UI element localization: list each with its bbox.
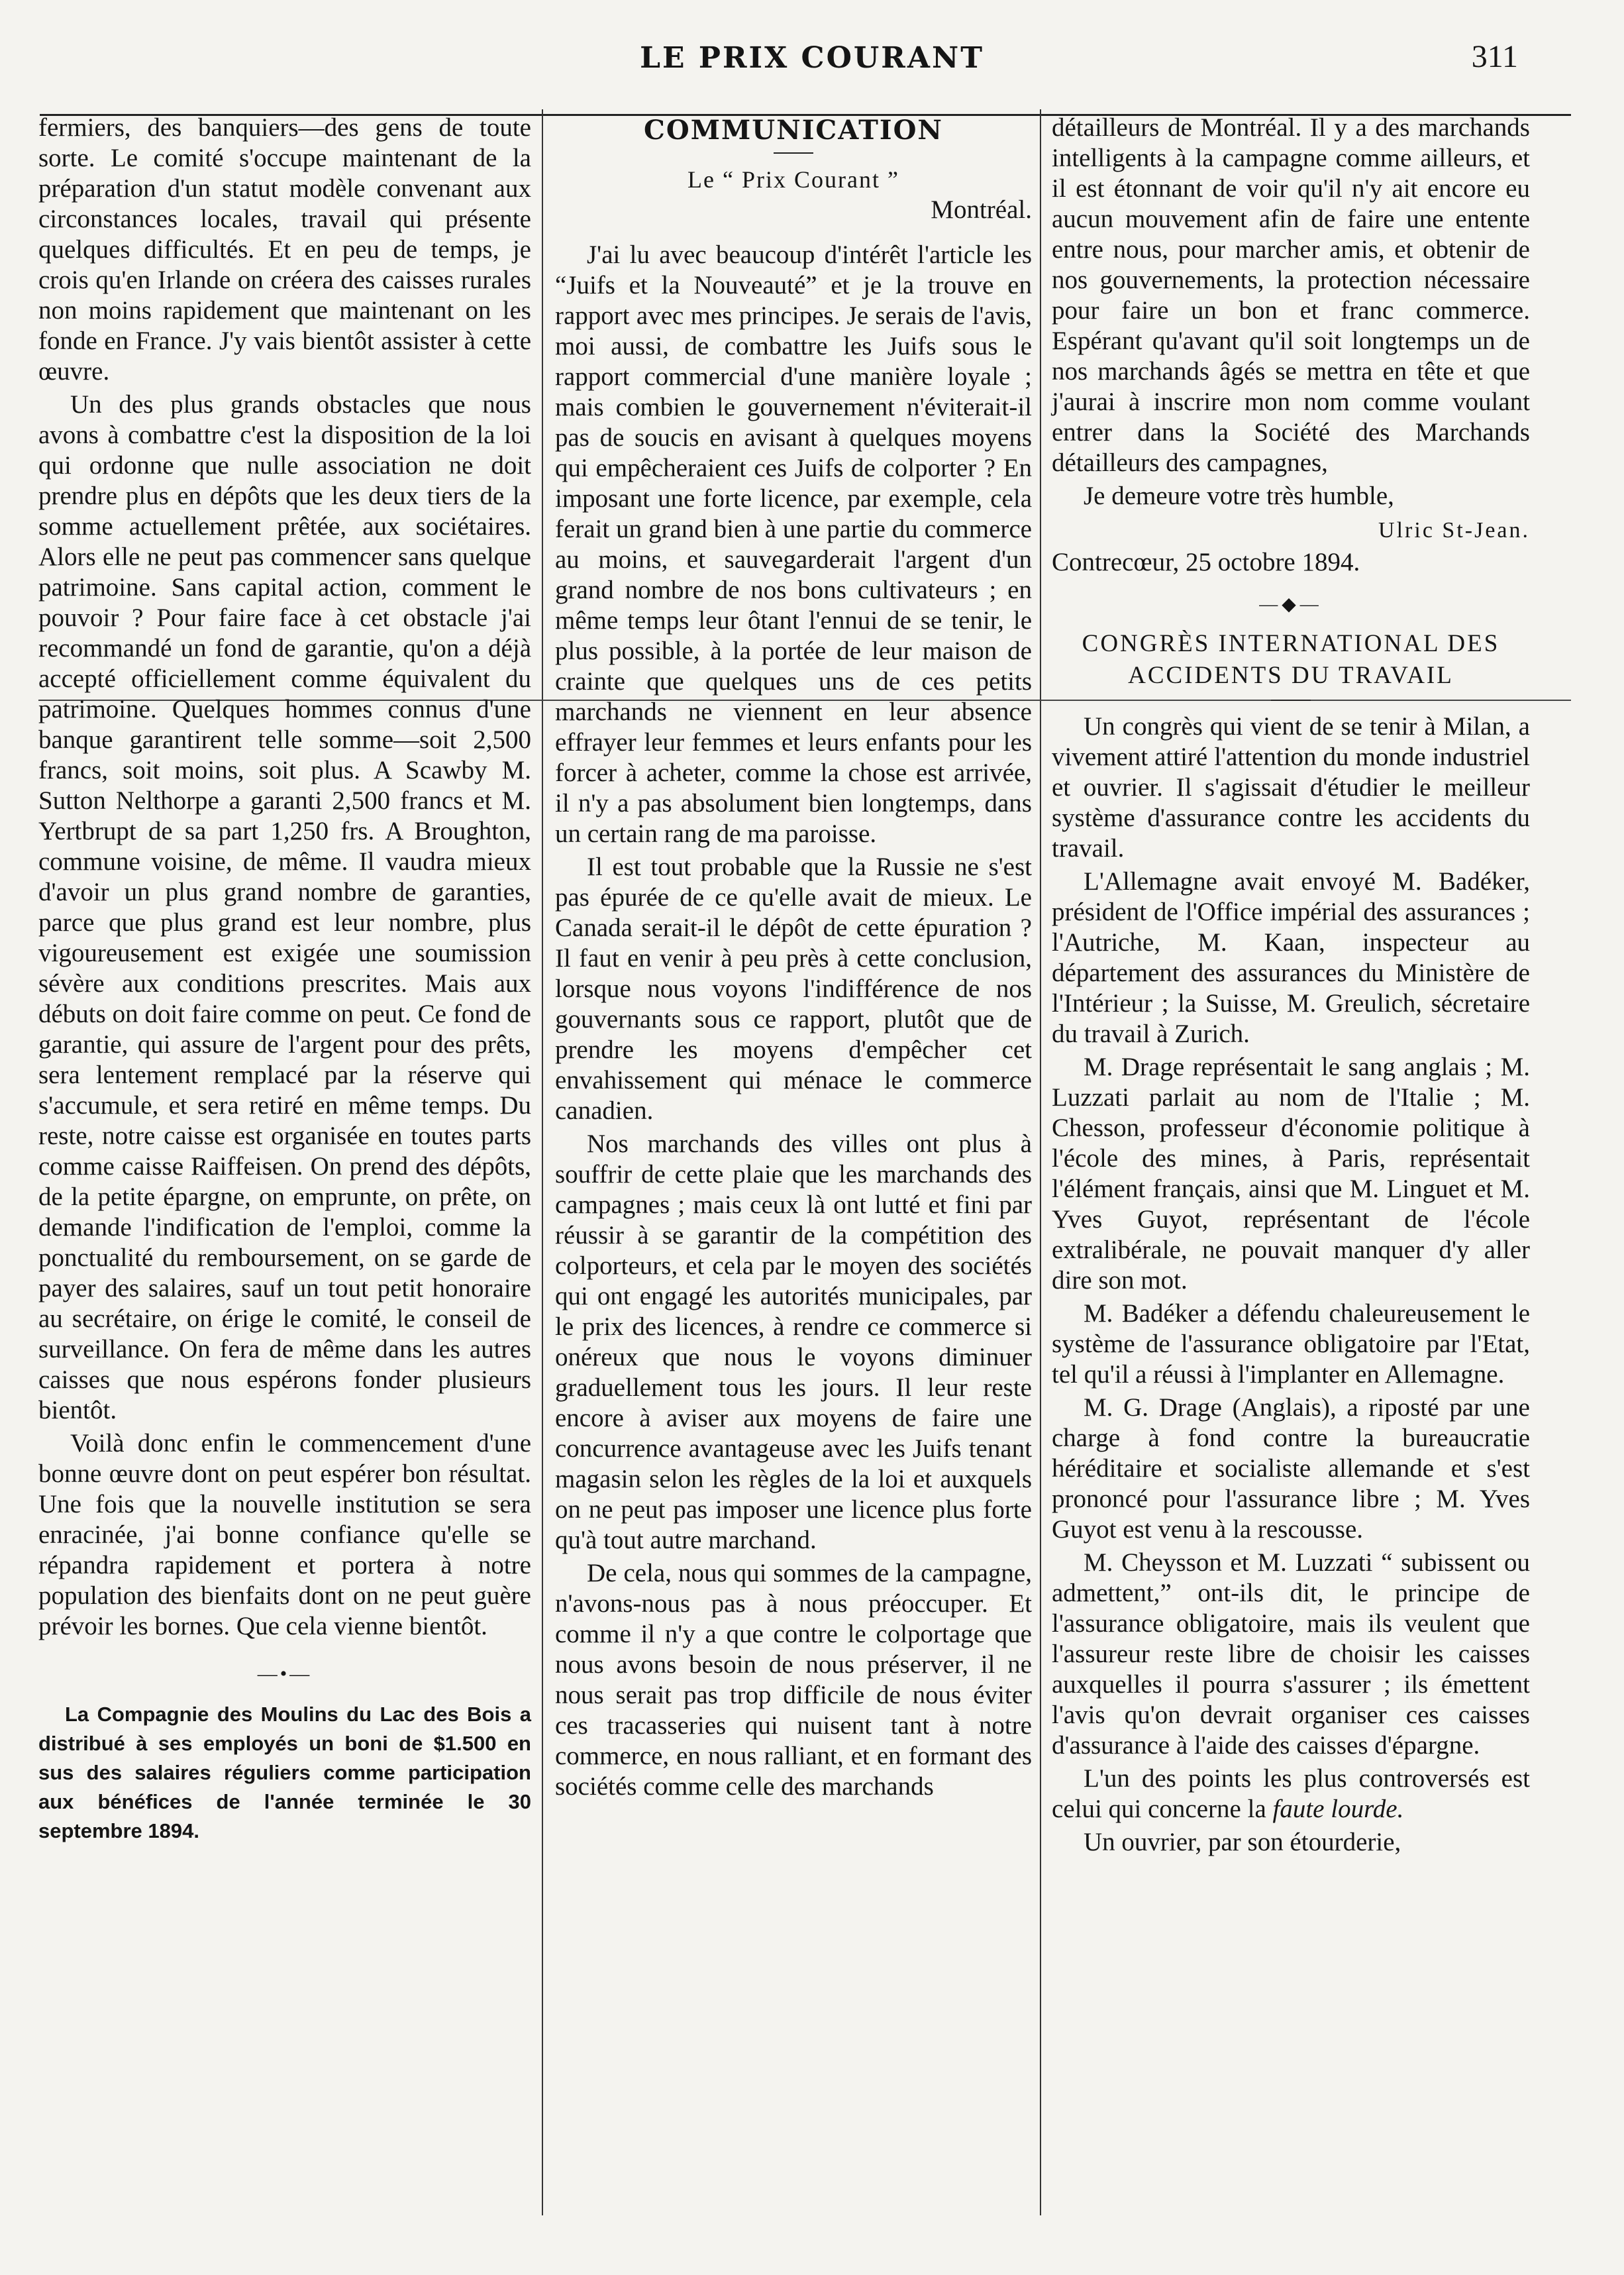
- col2-paragraph-3: Nos marchands des villes ont plus à souffrir de cette plaie que les marchands des campagnes ; mais ceux là ont lutté et fini par réussir à se garantir de la compétition des colporteurs, et cela par le moyen des sociétés qui ont engagé les autorités municipales, par le prix des licences, à rendre ce commerce si onéreux que nous le voyons diminuer graduellement tous les jours. Il leur reste encore à aviser aux moyens de faire une concurrence avantageuse avec les Juifs tenant magasin selon les règles de la loi et auxquels on ne peut pas imposer une licence plus forte qu'à tout autre marchand.: [555, 1130, 1032, 1554]
- dateline: Contrecœur, 25 octobre 1894.: [1052, 548, 1360, 576]
- moulins-notice: [38, 1700, 531, 1846]
- congress-heading-rule: [1271, 700, 1311, 701]
- col2-paragraph-2: Il est tout probable que la Russie ne s'est pas épurée de ce qu'elle avait de mieux. Le Canada serait-il le dépôt de cette épuration ? Il faut en venir à peu près à cette conclusion, lorsque nous voyons l'indifférence de nos gouvernants sous ce rapport, plutôt que de prendre les moyens d'empêcher cet envahissement qui ménace le commerce canadien.: [555, 853, 1032, 1125]
- col3-paragraph-4: M. Drage représentait le sang anglais ; M. Luzzati parlait au nom de l'Italie ; M. Chesson, professeur d'économie politique à l'école des mines, à Paris, représentait l'élément français, ainsi que M. Linguet et M. Yves Guyot, représentant de l'école extralibérale, ne pouvait manquer d'y aller dire son mot.: [1052, 1053, 1530, 1295]
- col3-paragraph-7: M. Cheysson et M. Luzzati “ subissent ou admettent,” ont-ils dit, le principe de l'assurance obligatoire, mais ils veulent que l'assureur reste libre de choisir les caisses auxquelles il pourra s'assurer ; ils émettent l'avis qu'on devrait organiser ces caisses d'assurance à l'aide des caisses d'épargne.: [1052, 1548, 1530, 1760]
- communication-heading: COMMUNICATION: [644, 115, 943, 146]
- col3-ornament: ―◆―: [1259, 594, 1323, 615]
- col1-ornament: ―•―: [257, 1663, 313, 1685]
- addressee: Le “ Prix Courant ”: [687, 166, 899, 193]
- col3-paragraph-8-text: L'un des points les plus controversés est celui qui concerne la: [1052, 1764, 1530, 1823]
- congress-heading: CONGRÈS INTERNATIONAL DES ACCIDENTS DU TRAVAIL: [1082, 630, 1500, 689]
- col2-paragraph-4: De cela, nous qui sommes de la campagne, n'avons-nous pas à nous préoccuper. Et comme il n'y a que contre le colportage que nous avons besoin de nous préserver, il ne nous serait pas trop difficile de nous éviter ces tracasseries qui nuisent tant à notre commerce, en nous ralliant, et en formant des sociétés comme celle des marchands: [555, 1559, 1032, 1801]
- col3-paragraph-6: M. G. Drage (Anglais), a riposté par une charge à fond contre la bureaucratie héréditaire et socialiste allemande et s'est prononcé pour l'assurance libre ; M. Yves Guyot est venu à la rescousse.: [1052, 1393, 1530, 1544]
- page-header: [0, 26, 1624, 99]
- column-1: [38, 113, 531, 2249]
- page-number: 311: [1471, 39, 1518, 74]
- column-3: [1052, 113, 1530, 2249]
- signature: Ulric St-Jean.: [1378, 518, 1530, 543]
- col1-paragraph-1: fermiers, des banquiers—des gens de toute sorte. Le comité s'occupe maintenant de la préparation d'un statut modèle convenant aux circonstances locales, travail qui présente quelques difficultés. Et en peu de temps, je crois qu'en Irlande on créera des caisses rurales non moins rapidement que maintenant on les fonde en France. J'y vais bientôt assister à cette œuvre.: [38, 113, 531, 386]
- col3-paragraph-3: L'Allemagne avait envoyé M. Badéker, président de l'Office impérial des assurances ; l'Autriche, M. Kaan, inspecteur au département des assurances du Ministère de l'Intérieur ; la Suisse, M. Greulich, sécretaire du travail à Zurich.: [1052, 867, 1530, 1048]
- journal-title: LE PRIX COURANT: [640, 41, 984, 75]
- col3-paragraph-9: Un ouvrier, par son étourderie,: [1084, 1828, 1401, 1856]
- col3-paragraph-5: M. Badéker a défendu chaleureusement le système de l'assurance obligatoire par l'Etat, tel qu'il a réussi à l'implanter en Allemagne.: [1052, 1299, 1530, 1389]
- place-line: Montréal.: [931, 195, 1032, 224]
- faute-lourde-emphasis: faute lourde.: [1272, 1795, 1404, 1823]
- col1-paragraph-3: Voilà donc enfin le commencement d'une bonne œuvre dont on peut espérer bon résultat. Une fois que la nouvelle institution se sera enracinée, j'ai bonne confiance qu'elle se répandra rapidement et portera à notre population des bienfaits dont on ne peut guère prévoir les bornes. Que cela vienne bientôt.: [38, 1429, 531, 1640]
- moulins-notice-text: La Compagnie des Moulins du Lac des Bois a distribué à ses employés un boni de $1.500 en sus des salaires réguliers comme participation aux bénéfices de l'année terminée le 30 septembre 1894.: [38, 1703, 531, 1842]
- col1-paragraph-2: Un des plus grands obstacles que nous avons à combattre c'est la disposition de la loi qui ordonne que nulle association ne doit prendre plus en dépôts que les deux tiers de la somme actuellement prêtée, aux sociétaires. Alors elle ne peut pas commencer sans quelque patrimoine. Sans capital action, comment le pouvoir ? Pour faire face à cet obstacle j'ai recommandé un fond de garantie, qu'on a déjà accepté officiellement comme équivalent du patrimoine. Quelques hommes connus d'une banque garantirent telle somme—soit 2,500 francs, soit moins, soit plus. A Scawby M. Sutton Nelthorpe a garanti 2,500 francs et M. Yertbrupt de sa part 1,250 frs. A Broughton, commune voisine, de même. Il vaudra mieux d'avoir un plus grand nombre de garanties, parce que plus grand est leur nombre, plus vigoureusement est exigée une soumission sévère aux conditions prescrites. Mais aux débuts on doit faire comme on peut. Ce fond de garantie, qui assure de l'argent pour des prêts, sera lentement remplacé par la réserve qui s'accumule, et sera retiré en même temps. Du reste, notre caisse est organisée en toutes parts comme caisse Raiffeisen. On prend des dépôts, de la petite épargne, on emprunte, on prête, on demande l'indification de l'emploi, comme la ponctualité du remboursement, on se garde de payer des salaires, sauf un tout petit honoraire au secrétaire, on érige le comité, le conseil de surveillance. On fera de même dans les autres caisses que nous espérons fonder plusieurs bientôt.: [38, 390, 531, 1424]
- heading-rule: [774, 152, 813, 154]
- column-divider-1: [542, 109, 543, 2215]
- col3-paragraph-1: détailleurs de Montréal. Il y a des marchands intelligents à la campagne comme ailleurs, et il est étonnant de voir qu'il n'y ait encore eu aucun mouvement afin de faire une entente entre nous, pour marcher amis, et obtenir de nos gouvernements, la protection nécessaire pour faire un bon et franc commerce. Espérant qu'avant qu'il soit longtemps un de nos marchands âgés se mettra en tête et que j'aurai à inscrire mon nom comme voulant entrer dans la Société des Marchands détailleurs des campagnes,: [1052, 113, 1530, 477]
- letter-closing: Je demeure votre très humble,: [1084, 482, 1394, 510]
- col3-paragraph-2: Un congrès qui vient de se tenir à Milan, a vivement attiré l'attention du monde industriel et ouvrier. Il s'agissait d'étudier le meilleur système d'assurance contre les accidents du travail.: [1052, 712, 1530, 863]
- col2-paragraph-1: J'ai lu avec beaucoup d'intérêt l'article les “Juifs et la Nouveauté” et je la trouve en rapport avec mes principes. Je serais de l'avis, moi aussi, de combattre les Juifs sous le rapport commercial d'une manière loyale ; mais combien le gouvernement n'éviterait-il pas de soucis en avisant à quelques moyens qui empêcheraient ces Juifs de colporter ? En imposant une forte licence, par exemple, cela ferait un grand bien à une partie du commerce au moins, et sauvegarderait l'argent d'un grand nombre de nos bons cultivateurs ; en même temps leur ôtant l'ennui de se tenir, le plus possible, à la portée de leur maison de crainte que quelques uns de ces petits marchands ne viennent en leur absence effrayer leur femmes et leurs enfants pour les forcer à acheter, comme la chose est arrivée, il n'y a pas absolument bien longtemps, dans un certain rang de ma paroisse.: [555, 240, 1032, 848]
- column-2: [555, 113, 1032, 2249]
- column-divider-2: [1040, 109, 1041, 2215]
- col3-paragraph-8: [1052, 1764, 1530, 1825]
